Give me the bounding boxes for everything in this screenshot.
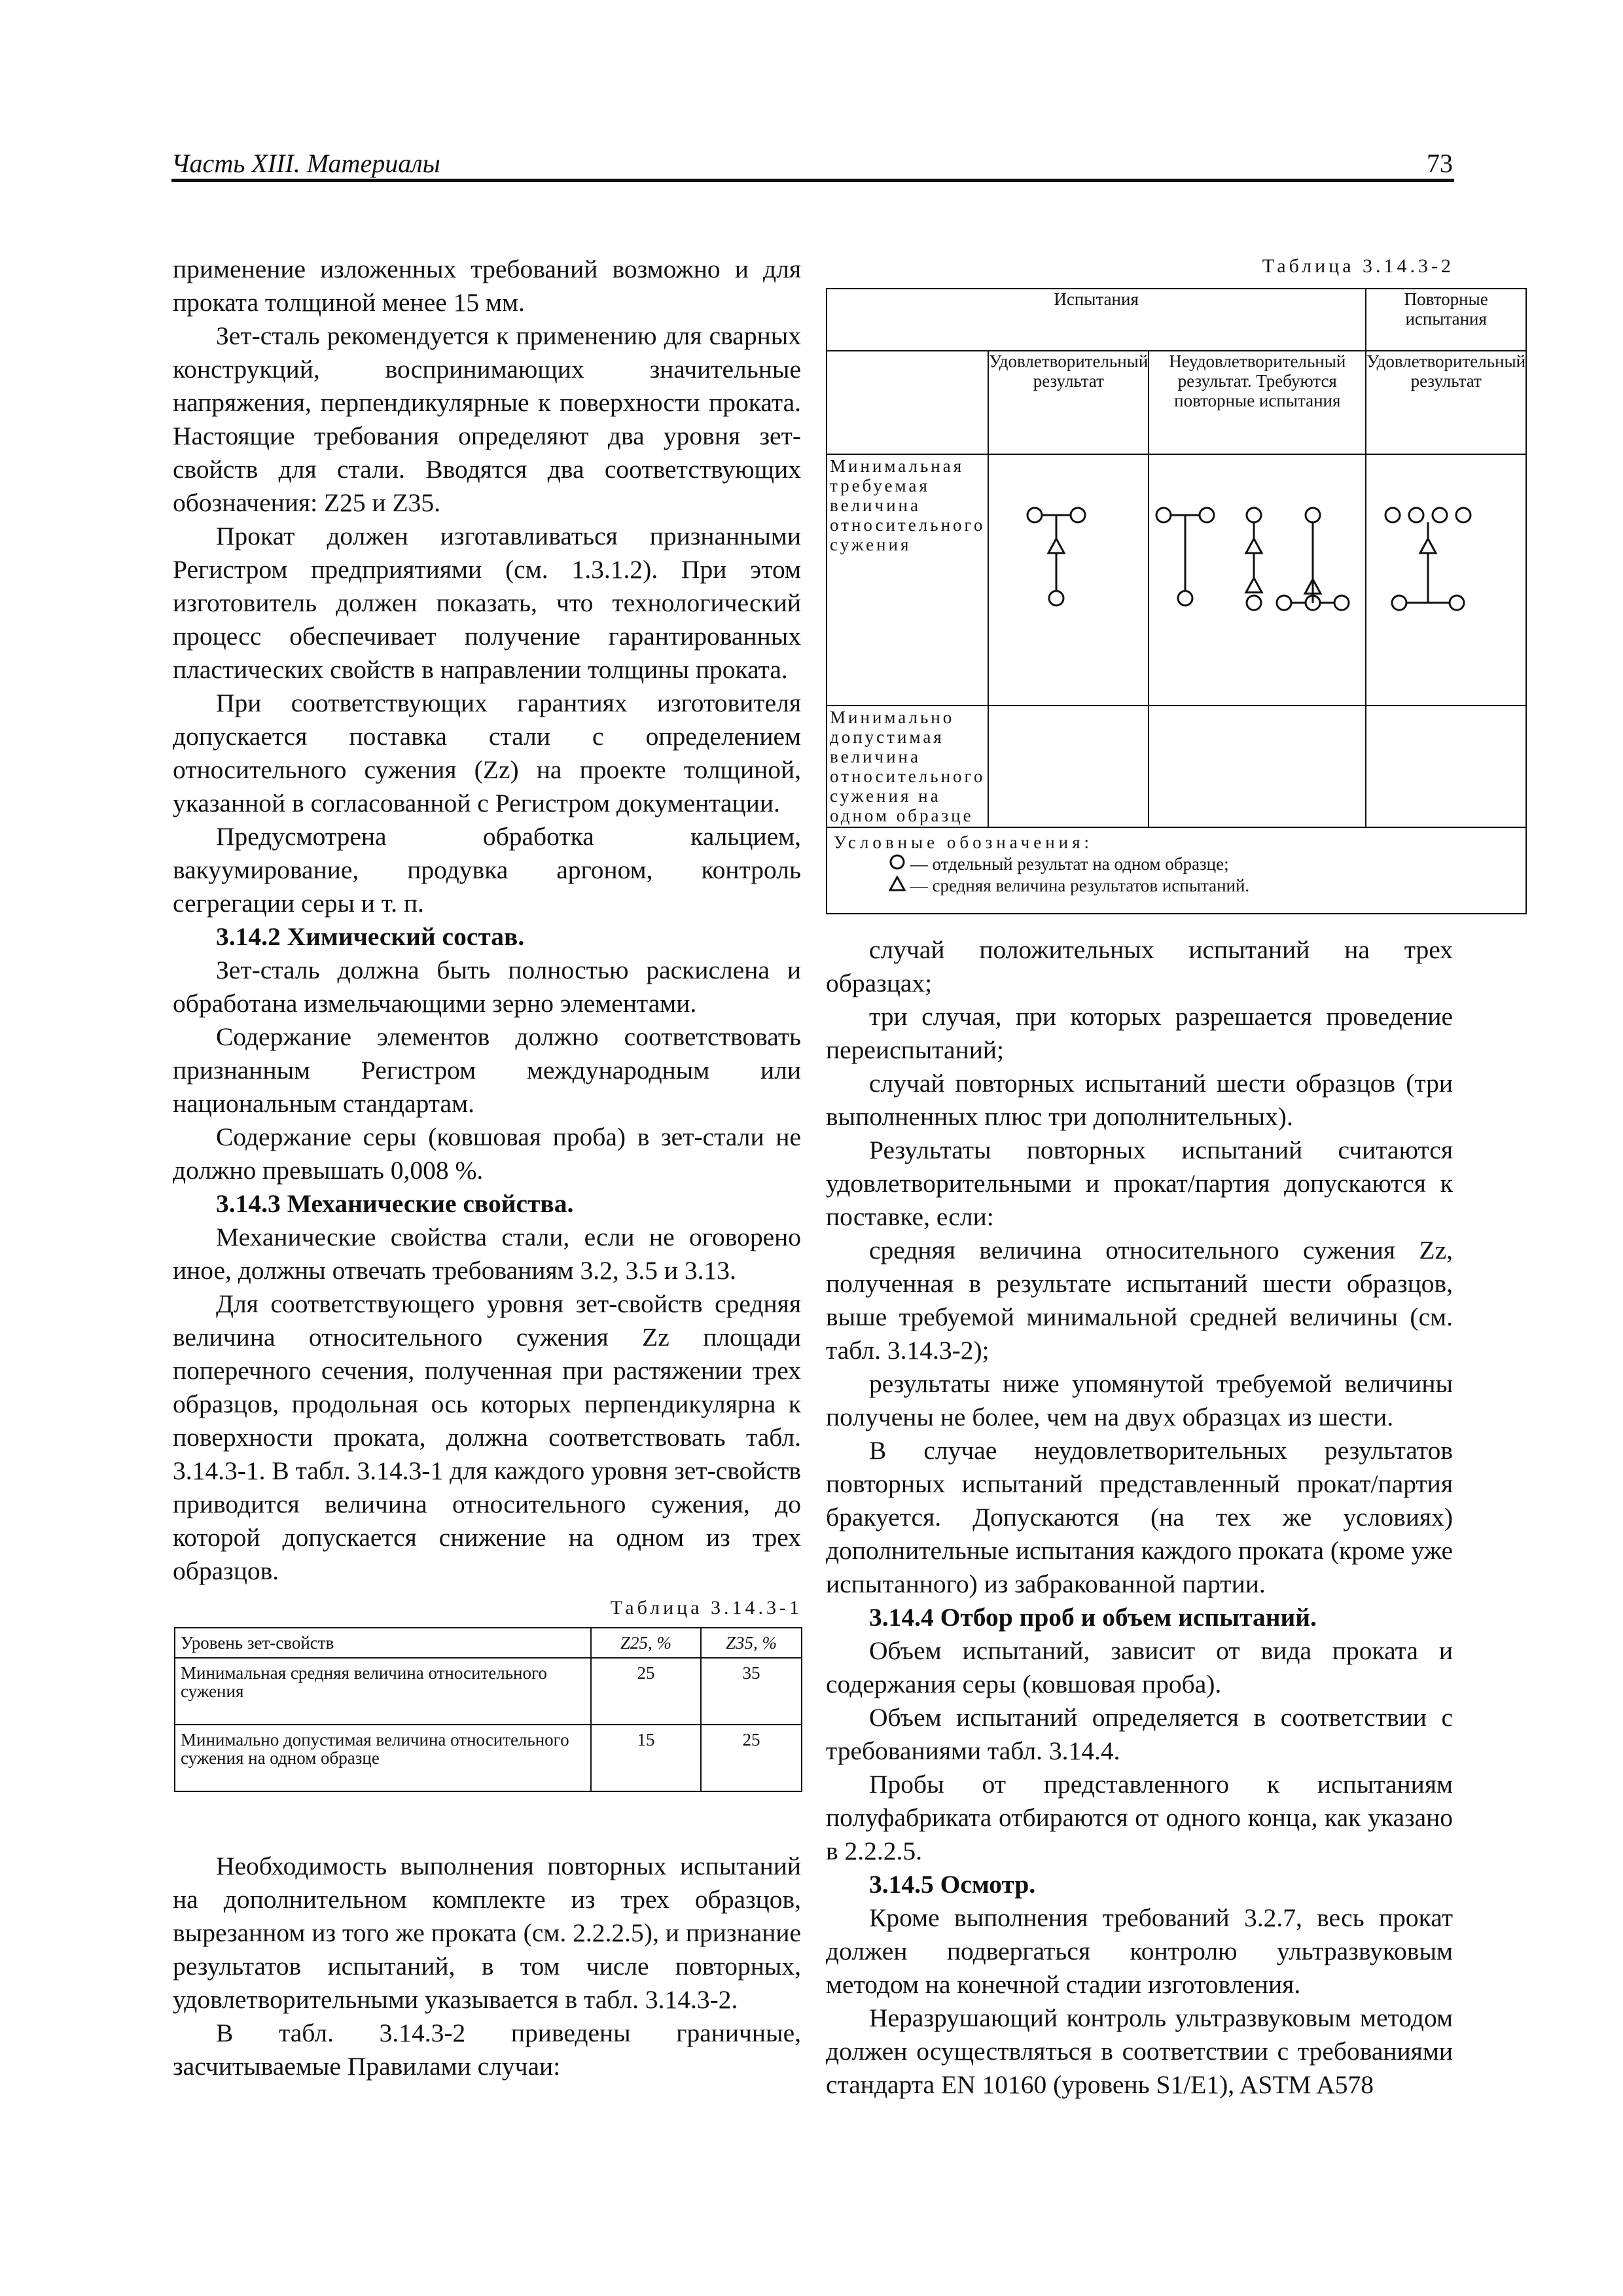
section-heading-3145: 3.14.5 Осмотр.	[869, 1870, 1036, 1899]
paragraph: результаты ниже упомянутой требуемой величины получены не более, чем на двух образцах из шести.	[826, 1369, 1453, 1431]
left-column	[173, 253, 801, 1588]
table1-caption: Таблица 3.14.3-1	[610, 1597, 802, 1619]
table1-row-label: Минимальная средняя величина относительного сужения	[175, 1658, 591, 1725]
paragraph: Пробы от представленного к испытаниям полуфабриката отбираются от одного конца, как указано в 2.2.2.5.	[826, 1770, 1453, 1865]
header-rule	[171, 179, 1454, 182]
table1-cell: 15	[591, 1725, 701, 1791]
paragraph: Необходимость выполнения повторных испытаний на дополнительном комплекте из трех образцов, вырезанном из того же проката (см. 2.2.2.5), и признание результатов испытаний, в том числе повторных, удовлетворительными указывается в табл. 3.14.3-2.	[173, 1852, 801, 2014]
right-column	[826, 933, 1453, 2102]
table-3-14-3-1	[174, 1627, 802, 1792]
legend-title: Условные обозначения:	[834, 833, 1094, 852]
paragraph: В табл. 3.14.3-2 приведены граничные, засчитываемые Правилами случаи:	[173, 2018, 801, 2081]
left-column-bottom	[173, 1850, 801, 2083]
table2-subheader-retest-ok: Удовлетворительный результат	[1366, 351, 1526, 454]
diagram-retest-svg	[1149, 455, 1365, 700]
table2-empty-cell	[1149, 706, 1366, 827]
table2-subheader-fail: Неудовлетворительный результат. Требуются повторные испытания	[1149, 351, 1366, 454]
table2-empty-cell	[1366, 706, 1526, 827]
circle-icon	[889, 854, 906, 870]
page-number: 73	[1427, 149, 1453, 178]
paragraph: случай положительных испытаний на трех образцах;	[826, 935, 1453, 997]
table2-row-label-min: Минимально допустимая величина относительного сужения на одном образце	[827, 706, 988, 827]
table2-header-tests: Испытания	[827, 289, 1366, 351]
table1-cell: 25	[701, 1725, 802, 1791]
diagram-ok	[988, 454, 1149, 706]
legend-circle-text: — отдельный результат на одном образце;	[910, 854, 1229, 874]
table1-header-level: Уровень зет-свойств	[175, 1628, 591, 1658]
diagram-retest-ok-svg	[1366, 455, 1492, 700]
section-heading-3142: 3.14.2 Химический состав.	[216, 922, 525, 951]
section-heading-3143: 3.14.3 Механические свойства.	[216, 1189, 574, 1218]
paragraph: Прокат должен изготавливаться признанными Регистром предприятиями (см. 1.3.1.2). При этом изготовитель должен показать, что технологический процесс обеспечивает получение гарантированных пластических свойств в направлении толщины проката.	[173, 522, 801, 684]
paragraph: Неразрушающий контроль ультразвуковым методом должен осуществляться в соответствии с требованиями стандарта EN 10160 (уровень S1/E1), ASTM A578	[826, 2003, 1453, 2099]
paragraph: Зет-сталь рекомендуется к применению для сварных конструкций, воспринимающих значительные напряжения, перпендикулярные к поверхности проката. Настоящие требования определяют два уровня зет-свойств для стали. Вводятся два соответствующих обозначения: Z25 и Z35.	[173, 321, 801, 517]
table1-cell: 25	[591, 1658, 701, 1725]
table2-row-label-required: Минимальная требуемая величина относительного сужения	[827, 454, 988, 706]
diagram-ok-svg	[989, 455, 1124, 700]
table1-row-label: Минимально допустимая величина относительного сужения на одном образце	[175, 1725, 591, 1791]
section-heading-3144: 3.14.4 Отбор проб и объем испытаний.	[869, 1603, 1317, 1632]
table2-legend	[827, 827, 1526, 914]
table2-empty-cell	[988, 706, 1149, 827]
paragraph: Механические свойства стали, если не оговорено иное, должны отвечать требованиям 3.2, 3.5 и 3.13.	[173, 1223, 801, 1285]
legend-circle-row	[834, 853, 1519, 875]
table2-caption: Таблица 3.14.3-2	[1262, 255, 1454, 277]
paragraph: При соответствующих гарантиях изготовителя допускается поставка стали с определением относительного сужения (Zz) на проекте толщиной, указанной в согласованной с Регистром документации.	[173, 689, 801, 817]
paragraph: Результаты повторных испытаний считаются удовлетворительными и прокат/партия допускаются к поставке, если:	[826, 1136, 1453, 1231]
paragraph: Объем испытаний, зависит от вида проката и содержания серы (ковшовая проба).	[826, 1636, 1453, 1698]
diagram-retest-ok	[1366, 454, 1526, 706]
table1-header-z35: Z35, %	[701, 1628, 802, 1658]
running-header-title: Часть XIII. Материалы	[171, 149, 440, 178]
paragraph: В случае неудовлетворительных результатов повторных испытаний представленный прокат/партия бракуется. Допускаются (на тех же условиях) дополнительные испытания каждого проката (кроме уже испытанного) из забракованной партии.	[826, 1436, 1453, 1598]
paragraph: Для соответствующего уровня зет-свойств средняя величина относительного сужения Zz площади поперечного сечения, полученная при растяжении трех образцов, продольная ось которых перпендикулярна к поверхности проката, должна соответствовать табл. 3.14.3-1. В табл. 3.14.3-1 для каждого уровня зет-свойств приводится величина относительного сужения, до которой допускается снижение на одном из трех образцов.	[173, 1289, 801, 1585]
paragraph: случай повторных испытаний шести образцов (три выполненных плюс три дополнительных).	[826, 1069, 1453, 1131]
table1-cell: 35	[701, 1658, 802, 1725]
paragraph: применение изложенных требований возможно и для проката толщиной менее 15 мм.	[173, 255, 801, 317]
paragraph: Содержание элементов должно соответствовать признанным Регистром международным или национальным стандартам.	[173, 1022, 801, 1118]
paragraph: Зет-сталь должна быть полностью раскислена и обработана измельчающими зерно элементами.	[173, 956, 801, 1018]
paragraph: Объем испытаний определяется в соответствии с требованиями табл. 3.14.4.	[826, 1703, 1453, 1765]
diagram-retest-cases	[1149, 454, 1366, 706]
paragraph: Содержание серы (ковшовая проба) в зет-стали не должно превышать 0,008 %.	[173, 1122, 801, 1185]
paragraph: Предусмотрена обработка кальцием, вакуумирование, продувка аргоном, контроль сегрегации серы и т. п.	[173, 822, 801, 918]
legend-triangle-text: — средняя величина результатов испытаний.	[910, 876, 1250, 895]
table1-header-z25: Z25, %	[591, 1628, 701, 1658]
table2-header-retests: Повторные испытания	[1366, 289, 1526, 351]
triangle-icon	[889, 876, 906, 891]
table2-subheader-ok: Удовлетворительный результат	[988, 351, 1149, 454]
legend-triangle-row	[834, 875, 1519, 897]
paragraph: средняя величина относительного сужения Zz, полученная в результате испытаний шести образцов, выше требуемой минимальной средней величины (см. табл. 3.14.3-2);	[826, 1236, 1453, 1365]
table-3-14-3-2	[826, 288, 1527, 914]
paragraph: три случая, при которых разрешается проведение переиспытаний;	[826, 1002, 1453, 1064]
table2-empty-cell	[827, 351, 988, 454]
paragraph: Кроме выполнения требований 3.2.7, весь прокат должен подвергаться контролю ультразвуковым методом на конечной стадии изготовления.	[826, 1903, 1453, 1999]
